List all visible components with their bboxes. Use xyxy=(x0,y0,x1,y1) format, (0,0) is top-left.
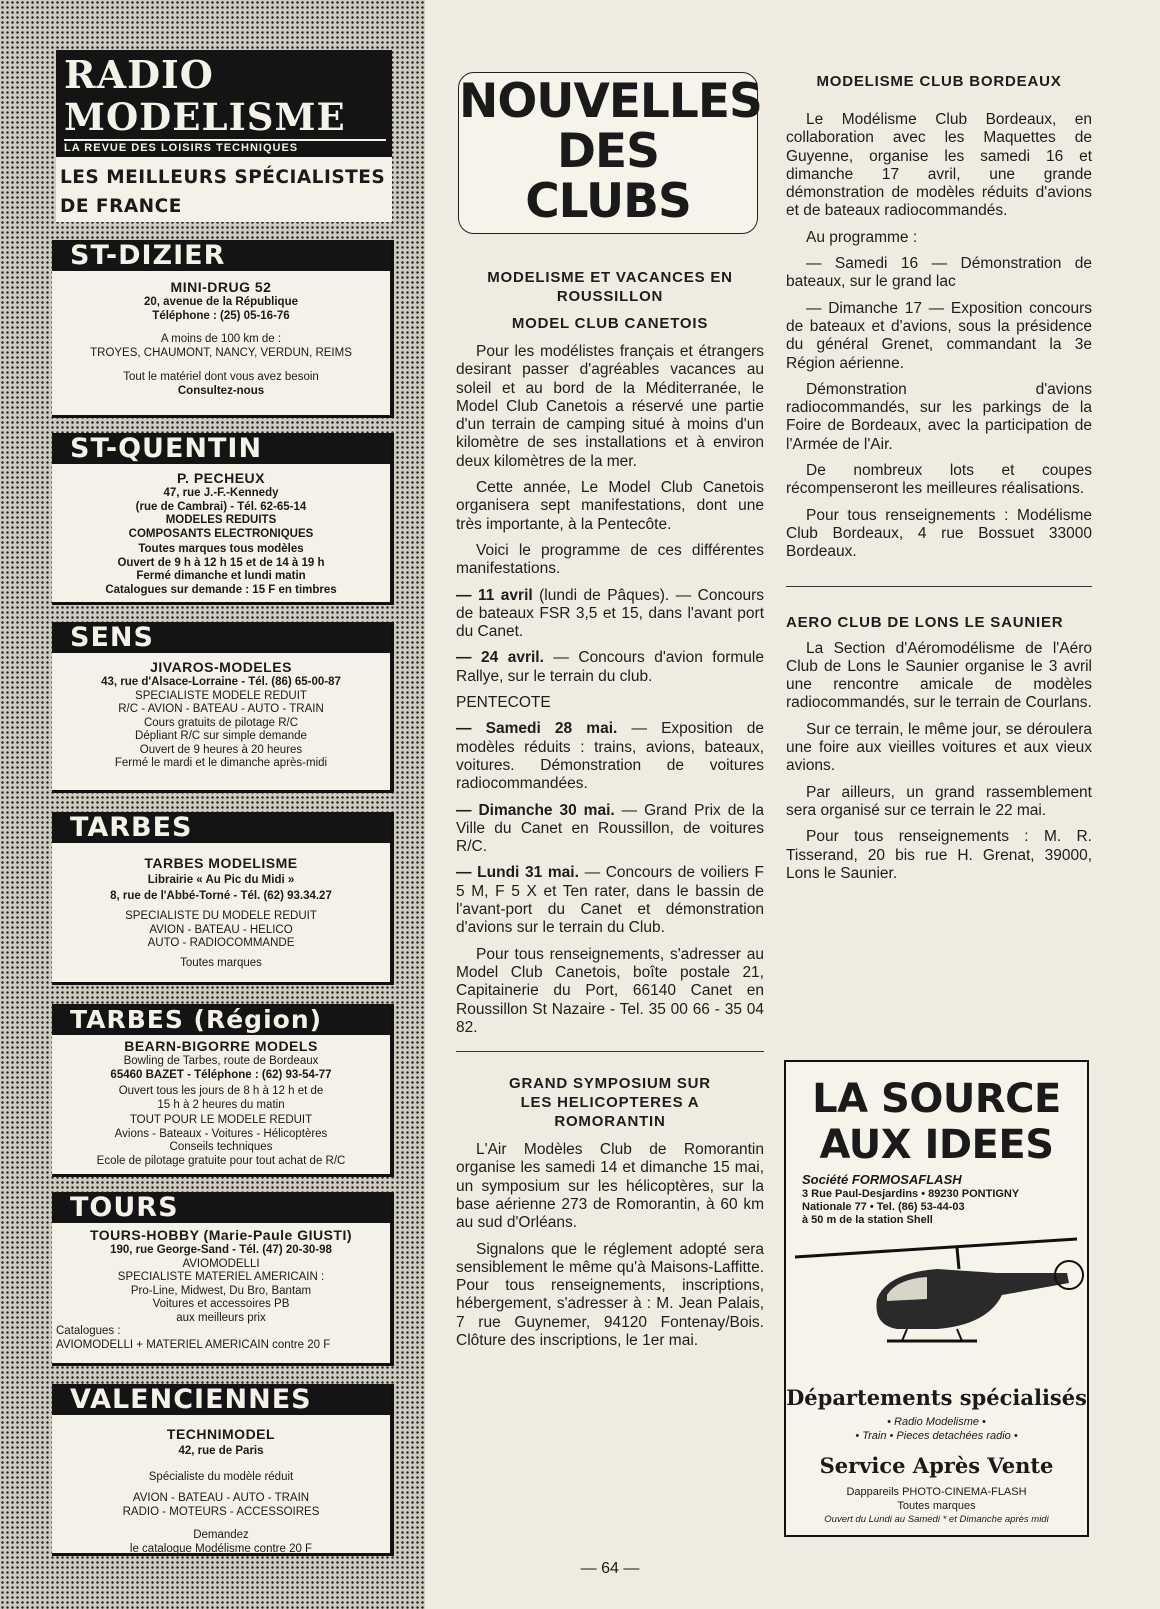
paragraph: Cette année, Le Model Club Canetois organisera sept manifestations, dont une très importante, à la Pentecôte. xyxy=(456,479,764,533)
ad-line: Consultez-nous xyxy=(177,384,265,397)
rotor-mast xyxy=(957,1248,959,1269)
ad-title: ST-QUENTIN xyxy=(52,433,390,464)
address-line: Nationale 77 • Tel. (86) 53-44-03 xyxy=(802,1201,965,1213)
shop-name: MINI-DRUG 52 xyxy=(170,279,272,295)
ad-body xyxy=(52,843,390,970)
ad-body xyxy=(52,271,390,398)
ad-title-line-2: AUX IDEES xyxy=(819,1122,1054,1168)
ad-line: Téléphone : (25) 05-16-76 xyxy=(152,309,290,322)
paragraph: Sur ce terrain, le même jour, se déroulera une foire aux vieilles voitures et aux vieux avions. xyxy=(786,720,1092,775)
ad-line: TOUT POUR LE MODELE REDUIT xyxy=(129,1114,313,1126)
ad-body xyxy=(52,464,390,597)
paragraph-text: — Concours de voiliers F 5 M, F 5 X et Ten rater, dans le bassin de l'avant-port du Canet et démonstration d'avions sur le terrain du Club. xyxy=(456,864,764,937)
ad-line: Cours gratuits de pilotage R/C xyxy=(143,716,299,729)
masthead-tagline: LA REVUE DES LOISIRS TECHNIQUES xyxy=(64,139,386,156)
service-heading: Service Après Vente xyxy=(819,1453,1054,1478)
shop-name: P. PECHEUX xyxy=(177,470,265,486)
ad-line: Demandez xyxy=(193,1529,249,1541)
ad-st-dizier xyxy=(52,240,394,418)
nouvelles-des-clubs-title xyxy=(458,72,762,234)
ad-tarbes xyxy=(52,812,394,985)
ad-body xyxy=(52,1223,390,1352)
ad-line: le catalogue Modélisme contre 20 F xyxy=(129,1542,313,1555)
ad-line: 42, rue de Paris xyxy=(178,1445,264,1457)
paragraph xyxy=(456,720,764,793)
article-heading: MODELISME ET VACANCES EN ROUSSILLON xyxy=(487,269,733,305)
section-label: PENTECOTE xyxy=(456,694,551,712)
paragraph xyxy=(456,864,764,937)
paragraph: Pour tous renseignements : Modélisme Club Bordeaux, 4 rue Bossuet 33000 Bordeaux. xyxy=(786,506,1092,561)
left-ad-column xyxy=(0,0,425,1609)
date-label: — 11 avril xyxy=(456,586,533,604)
ad-line: Librairie « Au Pic du Midi » xyxy=(147,874,295,886)
ad-line: SPECIALISTE DU MODELE REDUIT xyxy=(125,910,317,922)
ad-la-source-aux-idees xyxy=(784,1060,1089,1537)
article-heading: MODELISME CLUB BORDEAUX xyxy=(816,73,1062,90)
service-line: Toutes marques xyxy=(897,1500,976,1512)
shop-name: TECHNIMODEL xyxy=(166,1426,276,1442)
skid-strut xyxy=(957,1329,962,1341)
date-label: — 24 avril. xyxy=(456,649,544,667)
ad-title: TOURS xyxy=(52,1192,390,1223)
date-label: — Dimanche 30 mai. xyxy=(456,801,615,819)
paragraph: Pour tous renseignements : M. R. Tisserand, 20 bis rue H. Grenat, 39000, Lons le Saunier. xyxy=(786,828,1092,882)
cockpit-window xyxy=(887,1277,927,1301)
company-name: Société FORMOSAFLASH xyxy=(802,1172,962,1187)
date-label: — Samedi 28 mai. xyxy=(456,720,618,738)
ad-line: Ouvert tous les jours de 8 h à 12 h et de xyxy=(118,1085,324,1097)
ad-title: ST-DIZIER xyxy=(52,240,390,271)
service-line: Dappareils PHOTO-CINEMA-FLASH xyxy=(846,1486,1027,1498)
ad-line: Dépliant R/C sur simple demande xyxy=(135,730,307,742)
paragraph: Au programme : xyxy=(806,228,918,246)
best-line-2: DE FRANCE xyxy=(60,196,182,217)
ad-line: 15 h à 2 heures du matin xyxy=(157,1098,285,1111)
paragraph xyxy=(456,587,764,642)
article-heading: AERO CLUB DE LONS LE SAUNIER xyxy=(786,613,1064,631)
ad-line: Tout le matériel dont vous avez besoin xyxy=(123,371,319,383)
paragraph: Le Modélisme Club Bordeaux, en collaboration avec les Maquettes de Guyenne, organise les samedi 16 et dimanche 17 avril, une grande démonstration de modèles réduits d'avions et de bateaux radiocommandés. xyxy=(786,111,1092,220)
ad-line: AVION - BATEAU - HELICO xyxy=(149,923,293,936)
ad-line: SPECIALISTE MODELE REDUIT xyxy=(135,689,307,702)
address-line: 3 Rue Paul-Desjardins • 89230 PONTIGNY xyxy=(802,1188,1020,1200)
paragraph: La Section d'Aéromodélisme de l'Aéro Club de Lons le Saunier organise le 3 avril une rencontre amicale de modèles radiocommandés, sur le terrain de Courlans. xyxy=(786,639,1092,712)
department-line: • Train • Pieces detachées radio • xyxy=(855,1430,1018,1442)
divider xyxy=(786,586,1092,587)
article-heading: GRAND SYMPOSIUM SUR LES HELICOPTERES A ROMORANTIN xyxy=(509,1075,711,1131)
paragraph-text: — Exposition de modèles réduits : trains, avions, bateaux, voitures. Démonstration de voitures radiocommandées. xyxy=(456,720,764,793)
paragraph-text: — Grand Prix de la Ville du Canet en Roussillon, de voitures R/C. xyxy=(456,801,764,856)
ad-line: Toutes marques xyxy=(180,956,262,969)
ad-line: Bowling de Tarbes, route de Bordeaux xyxy=(123,1055,319,1067)
ad-line: Toutes marques tous modèles xyxy=(138,543,304,555)
ad-body xyxy=(52,653,390,771)
ad-body xyxy=(52,1035,390,1168)
paragraph-text: (lundi de Pâques). — Concours de bateaux FSR 3,5 et 15, dans l'avant port du Canet. xyxy=(456,586,764,641)
ad-line: AVIOMODELLI + MATERIEL AMERICAIN contre 20 F xyxy=(56,1338,331,1351)
ad-line: Conseils techniques xyxy=(169,1141,273,1153)
ad-line: 20, avenue de la République xyxy=(143,296,299,308)
ad-tarbes-region xyxy=(52,1004,394,1177)
ad-line: 8, rue de l'Abbé-Torné - Tél. (62) 93.34.27 xyxy=(110,889,332,902)
ad-title: SENS xyxy=(52,622,390,653)
ad-line: 190, rue George-Sand - Tél. (47) 20-30-98 xyxy=(110,1244,332,1256)
ad-st-quentin xyxy=(52,433,394,605)
ad-line: Voitures et accessoires PB xyxy=(152,1298,290,1310)
date-label: — Lundi 31 mai. xyxy=(456,864,579,882)
ad-line: Spécialiste du modèle réduit xyxy=(148,1470,294,1483)
title-line-3: CLUBS xyxy=(525,174,691,229)
helicopter-illustration xyxy=(787,1229,1087,1379)
best-line-1: LES MEILLEURS SPÉCIALISTES xyxy=(60,167,386,188)
shop-name: TOURS-HOBBY (Marie-Paule GIUSTI) xyxy=(89,1227,353,1243)
paragraph: De nombreux lots et coupes récompenseront les meilleures réalisations. xyxy=(786,462,1092,498)
ad-line: Fermé le mardi et le dimanche après-midi xyxy=(114,757,328,769)
ad-line: Ecole de pilotage gratuite pour tout achat de R/C xyxy=(96,1154,346,1167)
ad-line: 65460 BAZET - Téléphone : (62) 93-54-77 xyxy=(110,1068,332,1081)
ad-line: AVIOMODELLI xyxy=(182,1257,260,1270)
opening-hours: Ouvert du Lundi au Samedi * et Dimanche après midi xyxy=(824,1514,1049,1525)
paragraph: — Dimanche 17 — Exposition concours de bateaux et d'avions, sous la présidence du général Grenet, commandant la 3e Région aérienne. xyxy=(786,299,1092,372)
ad-title: TARBES xyxy=(52,812,390,843)
ad-line: Ouvert de 9 h à 12 h 15 et de 14 à 19 h xyxy=(117,556,325,569)
page-number: — 64 — xyxy=(580,1560,640,1577)
ad-line: R/C - AVION - BATEAU - AUTO - TRAIN xyxy=(118,703,324,715)
ad-line: AUTO - RADIOCOMMANDE xyxy=(147,937,295,949)
ad-line: (rue de Cambrai) - Tél. 62-65-14 xyxy=(135,500,307,513)
ad-line: MODELES REDUITS xyxy=(165,514,277,526)
ad-line: Ouvert de 9 heures à 20 heures xyxy=(139,743,303,756)
ad-line: Catalogues : xyxy=(56,1325,121,1337)
paragraph: Démonstration d'avions radiocommandés, sur les parkings de la Foire de Bordeaux, avec la participation de l'Armée de l'Air. xyxy=(786,380,1092,453)
ad-line: 47, rue J.-F.-Kennedy xyxy=(163,487,279,499)
skid-strut xyxy=(902,1329,907,1341)
shop-name: JIVAROS-MODELES xyxy=(150,659,292,675)
ad-line: COMPOSANTS ELECTRONIQUES xyxy=(128,527,314,540)
shop-name: BEARN-BIGORRE MODELS xyxy=(124,1038,318,1054)
ad-line: 43, rue d'Alsace-Lorraine - Tél. (86) 65-00-87 xyxy=(101,676,341,688)
ad-body xyxy=(52,1415,390,1556)
best-specialists-heading xyxy=(56,157,392,221)
ad-line: RADIO - MOTEURS - ACCESSOIRES xyxy=(122,1505,320,1518)
paragraph: Pour les modélistes français et étrangers desirant passer d'agréables vacances au soleil et au bord de la Méditerranée, le Model Club Canetois a réservé une partie d'un terrain de camping situé à moins d'un kilomètre de ses installations et à environ deux kilomètres de la mer. xyxy=(456,343,764,470)
ad-line: aux meilleurs prix xyxy=(176,1311,266,1324)
divider xyxy=(456,1051,764,1052)
department-line: • Radio Modelisme • xyxy=(887,1416,986,1428)
masthead-radio: RADIO xyxy=(64,52,214,97)
ad-line: Fermé dimanche et lundi matin xyxy=(136,570,306,582)
paragraph: — Samedi 16 — Démonstration de bateaux, sur le grand lac xyxy=(786,255,1092,291)
departments-heading: Départements spécialisés xyxy=(786,1385,1087,1410)
paragraph xyxy=(456,649,764,686)
ad-title-line-1: LA SOURCE xyxy=(812,1076,1061,1122)
radio-modelisme-header xyxy=(56,50,392,222)
shop-name: TARBES MODELISME xyxy=(144,855,298,871)
ad-line: Pro-Line, Midwest, Du Bro, Bantam xyxy=(130,1284,312,1297)
masthead-logo xyxy=(56,50,392,157)
paragraph: Signalons que le réglement adopté sera sensiblement le même qu'à Maisons-Laffitte. Pour tous renseignements, inscriptions, hébergement, s'adresser à : M. Jean Palais, 7 rue Guynemer, 94120 Fontenay/Bois. Clôture des inscriptions, le 1er mai. xyxy=(456,1240,764,1350)
paragraph: Par ailleurs, un grand rassemblement sera organisé sur ce terrain le 22 mai. xyxy=(786,783,1092,819)
rotor-blade xyxy=(795,1239,1077,1257)
ad-title: VALENCIENNES xyxy=(52,1384,390,1415)
paragraph: Pour tous renseignements, s'adresser au Model Club Canetois, boîte postale 21, Capitainerie du Port, 66140 Canet en Roussillon St Nazaire - Tel. 35 00 66 - 35 04 82. xyxy=(456,945,764,1036)
article-column-left xyxy=(456,268,764,1358)
paragraph-text: — Concours d'avion formule Rallye, sur le terrain du club. xyxy=(456,649,764,685)
ad-line: AVION - BATEAU - AUTO - TRAIN xyxy=(132,1492,310,1504)
article-subheading: MODEL CLUB CANETOIS xyxy=(511,315,709,332)
title-line-1: NOUVELLES xyxy=(459,74,762,129)
paragraph xyxy=(456,802,764,857)
ad-title: TARBES (Région) xyxy=(52,1004,390,1035)
masthead-modelisme: MODELISME xyxy=(64,95,346,139)
address-line: à 50 m de la station Shell xyxy=(802,1214,933,1226)
ad-valenciennes xyxy=(52,1384,394,1556)
ad-line: TROYES, CHAUMONT, NANCY, VERDUN, REIMS xyxy=(90,346,352,359)
ad-line: Catalogues sur demande : 15 F en timbres xyxy=(105,583,337,596)
ad-line: Avions - Bateaux - Voitures - Hélicoptères xyxy=(114,1127,328,1140)
title-line-2: DES xyxy=(557,124,659,179)
paragraph: L'Air Modèles Club de Romorantin organise les samedi 14 et dimanche 15 mai, un symposium sur les hélicoptères, sur la base aérienne 273 de Romorantin, à 60 km au sud d'Orléans. xyxy=(456,1141,764,1232)
ad-tours xyxy=(52,1192,394,1366)
ad-sens xyxy=(52,622,394,793)
ad-line: SPECIALISTE MATERIEL AMERICAIN : xyxy=(117,1271,325,1283)
paragraph: Voici le programme de ces différentes manifestations. xyxy=(456,541,764,578)
article-column-right xyxy=(786,72,1092,891)
ad-line: A moins de 100 km de : xyxy=(160,333,282,345)
